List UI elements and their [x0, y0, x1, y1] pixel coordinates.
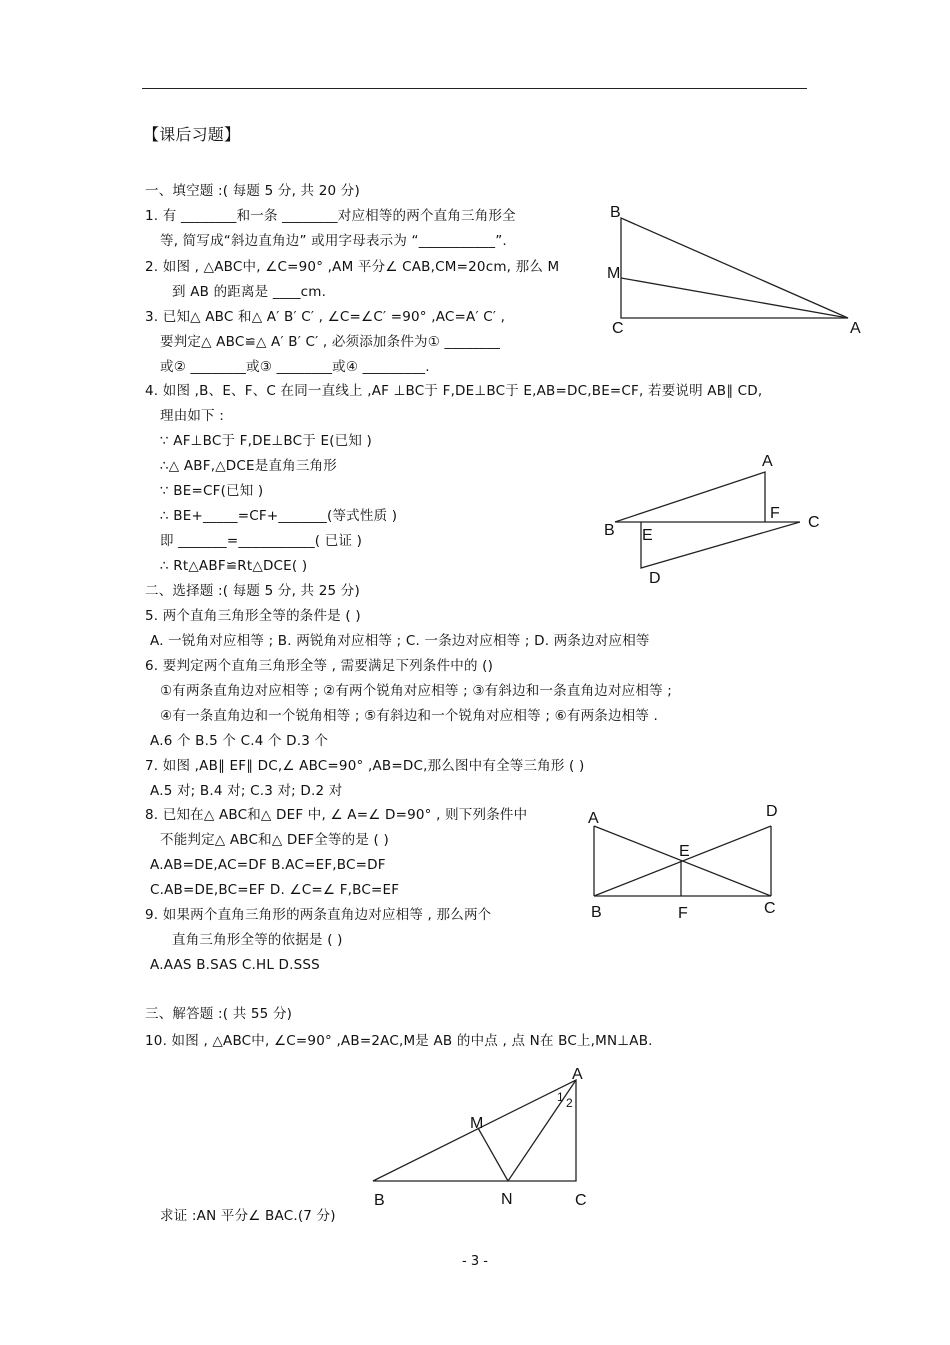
triangle-abf — [615, 472, 765, 522]
text-line: 直角三角形全等的依据是 ( ) — [172, 932, 343, 948]
segment-mn — [478, 1128, 508, 1181]
label-n: N — [501, 1191, 513, 1208]
label-e: E — [642, 527, 653, 544]
label-c: C — [612, 320, 624, 337]
label-m: M — [607, 265, 621, 282]
text-line: 等, 简写成“斜边直角边” 或用字母表示为 “___________”. — [160, 233, 507, 249]
label-c: C — [575, 1192, 587, 1209]
text-line: 求证 :AN 平分∠ BAC.(7 分) — [160, 1208, 336, 1224]
label-f: F — [678, 905, 688, 922]
label-c: C — [808, 514, 820, 531]
text-line: 一、填空题 :( 每题 5 分, 共 20 分) — [145, 183, 360, 199]
triangle-abc — [621, 218, 848, 318]
figure-3 — [588, 803, 778, 922]
label-d: D — [766, 803, 778, 820]
label-b: B — [604, 522, 615, 539]
text-line: 即 _______=___________( 已证 ) — [160, 533, 363, 549]
text-line: 5. 两个直角三角形全等的条件是 ( ) — [145, 608, 361, 624]
text-line: 7. 如图 ,AB∥ EF∥ DC,∠ ABC=90° ,AB=DC,那么图中有全等三角形 ( ) — [145, 758, 585, 774]
text-line: 到 AB 的距离是 ____cm. — [172, 284, 327, 300]
label-m: M — [470, 1115, 484, 1132]
text-line: 2. 如图 , △ABC中, ∠C=90° ,AM 平分∠ CAB,CM=20cm, 那么 M — [145, 259, 560, 275]
label-c: C — [764, 900, 776, 917]
text-line: 理由如下 : — [160, 408, 225, 424]
text-line: 6. 要判定两个直角三角形全等 , 需要满足下列条件中的 () — [145, 658, 494, 674]
text-line: 不能判定△ ABC和△ DEF全等的是 ( ) — [160, 832, 389, 848]
text-line: A.5 对; B.4 对; C.3 对; D.2 对 — [150, 783, 343, 799]
text-line: ∵ AF⊥BC于 F,DE⊥BC于 E(已知 ) — [160, 433, 373, 449]
text-line: ①有两条直角边对应相等 ; ②有两个锐角对应相等 ; ③有斜边和一条直角边对应相等 ; — [160, 683, 673, 699]
text-line: 1. 有 ________和一条 ________对应相等的两个直角三角形全 — [145, 208, 516, 224]
text-line: A.6 个 B.5 个 C.4 个 D.3 个 — [150, 733, 329, 749]
label-e: E — [679, 843, 690, 860]
text-line: 8. 已知在△ ABC和△ DEF 中, ∠ A=∠ D=90° , 则下列条件中 — [145, 807, 528, 823]
label-a: A — [588, 810, 599, 827]
text-line: 或② ________或③ ________或④ _________. — [160, 359, 430, 375]
label-b: B — [374, 1192, 385, 1209]
label-a: A — [850, 320, 861, 337]
text-line: ∴△ ABF,△DCE是直角三角形 — [160, 458, 337, 474]
figure-1 — [607, 204, 861, 337]
text-line: 二、选择题 :( 每题 5 分, 共 25 分) — [145, 583, 360, 599]
text-line: A. 一锐角对应相等 ; B. 两锐角对应相等 ; C. 一条边对应相等 ; D. 两条边对应相等 — [150, 633, 650, 649]
text-line: ∴ BE+_____=CF+_______(等式性质 ) — [160, 508, 398, 524]
bisector-am — [621, 278, 848, 318]
section-title: 【课后习题】 — [143, 125, 241, 144]
triangle-dce — [641, 522, 800, 568]
text-line: ④有一条直角边和一个锐角相等 ; ⑤有斜边和一个锐角对应相等 ; ⑥有两条边相等 . — [160, 708, 659, 724]
text-line: 要判定△ ABC≌△ A′ B′ C′ , 必须添加条件为① ________ — [160, 334, 501, 350]
text-line: A.AAS B.SAS C.HL D.SSS — [150, 957, 320, 973]
angle-label-2: 2 — [566, 1096, 573, 1110]
angle-label-1: 1 — [557, 1090, 564, 1104]
text-line: 9. 如果两个直角三角形的两条直角边对应相等 , 那么两个 — [145, 907, 492, 923]
text-line: ∴ Rt△ABF≌Rt△DCE( ) — [160, 558, 308, 574]
label-b: B — [591, 904, 602, 921]
label-a: A — [572, 1066, 583, 1083]
label-b: B — [610, 204, 621, 221]
text-line: ∵ BE=CF(已知 ) — [160, 483, 264, 499]
text-line: 三、解答题 :( 共 55 分) — [145, 1006, 293, 1022]
text-line: A.AB=DE,AC=DF B.AC=EF,BC=DF — [150, 857, 386, 873]
label-a: A — [762, 453, 773, 470]
text-line: C.AB=DE,BC=EF D. ∠C=∠ F,BC=EF — [150, 882, 400, 898]
figure-2 — [604, 453, 820, 587]
text-line: 4. 如图 ,B、E、F、C 在同一直线上 ,AF ⊥BC于 F,DE⊥BC于 E,AB=DC,BE=CF, 若要说明 AB∥ CD, — [145, 383, 763, 399]
text-line: 10. 如图 , △ABC中, ∠C=90° ,AB=2AC,M是 AB 的中点 , 点 N在 BC上,MN⊥AB. — [145, 1033, 653, 1049]
label-f: F — [770, 505, 780, 522]
text-line: 3. 已知△ ABC 和△ A′ B′ C′ , ∠C=∠C′ =90° ,AC=A′ C′ , — [145, 309, 506, 325]
figure-4 — [373, 1066, 587, 1209]
label-d: D — [649, 570, 661, 587]
page-number: - 3 - — [462, 1254, 488, 1269]
